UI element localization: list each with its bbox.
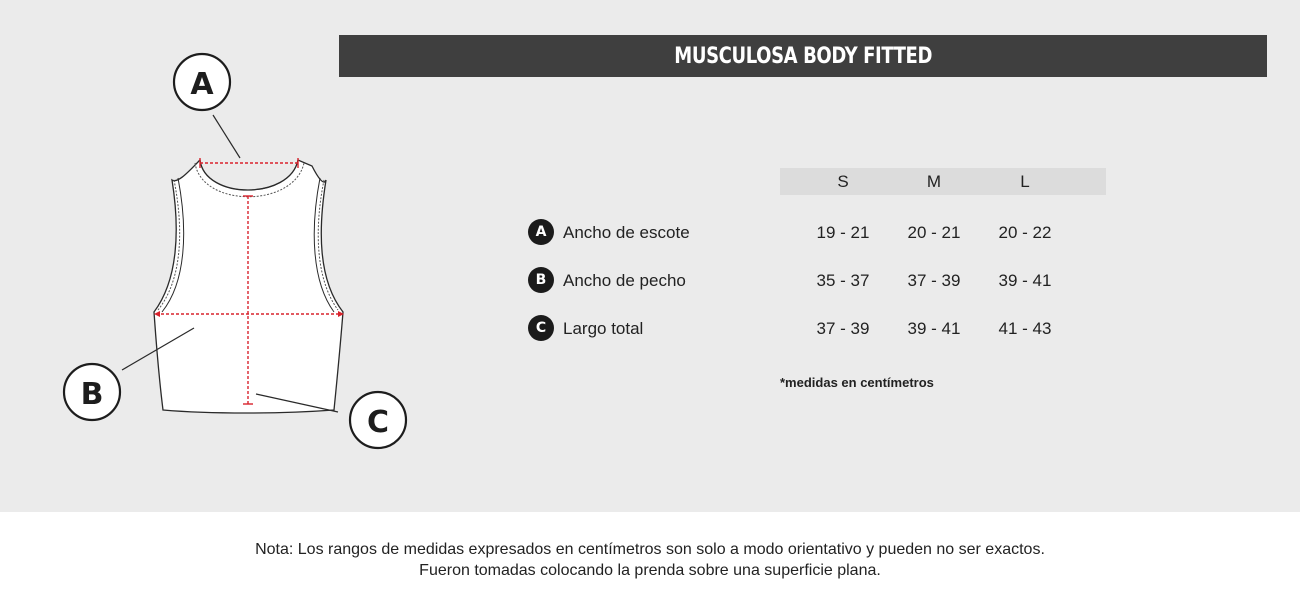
row-a-l-value: 20 - 22 xyxy=(998,223,1052,242)
row-b-m-value: 37 - 39 xyxy=(907,271,961,290)
disclaimer-line-1: Nota: Los rangos de medidas expresados en centímetros son solo a modo orientativo y pueden no ser exactos. xyxy=(255,541,1045,558)
row-c-m-value: 39 - 41 xyxy=(907,319,961,338)
callout-a xyxy=(174,54,230,110)
row-c-s-value: 37 - 39 xyxy=(816,319,870,338)
row-b-l-value: 39 - 41 xyxy=(998,271,1052,290)
row-c-badge: C xyxy=(528,315,554,341)
tank-top-diagram xyxy=(0,0,460,470)
size-l-header: L xyxy=(1020,172,1030,191)
disclaimer-line-2: Fueron tomadas colocando la prenda sobre una superficie plana. xyxy=(419,562,881,579)
callout-c xyxy=(350,392,406,448)
callout-c-label: C xyxy=(366,405,390,440)
callout-b-label: B xyxy=(80,377,104,412)
callout-a-label: A xyxy=(190,67,214,102)
row-a-m-value: 20 - 21 xyxy=(907,223,961,242)
row-c-l-value: 41 - 43 xyxy=(998,319,1052,338)
title-bar xyxy=(339,35,1267,77)
units-footnote: *medidas en centímetros xyxy=(780,375,934,390)
row-a-s-value: 19 - 21 xyxy=(816,223,870,242)
size-m-header: M xyxy=(926,172,942,191)
size-s-header: S xyxy=(837,172,849,191)
row-b-label: Ancho de pecho xyxy=(563,271,686,290)
row-b-badge: B xyxy=(528,267,554,293)
row-a-badge: A xyxy=(528,219,554,245)
row-a-label: Ancho de escote xyxy=(563,223,690,242)
row-b-s-value: 35 - 37 xyxy=(816,271,870,290)
row-c-label: Largo total xyxy=(563,319,644,338)
callout-b xyxy=(64,364,120,420)
page-title: MUSCULOSA BODY FITTED xyxy=(674,43,932,69)
